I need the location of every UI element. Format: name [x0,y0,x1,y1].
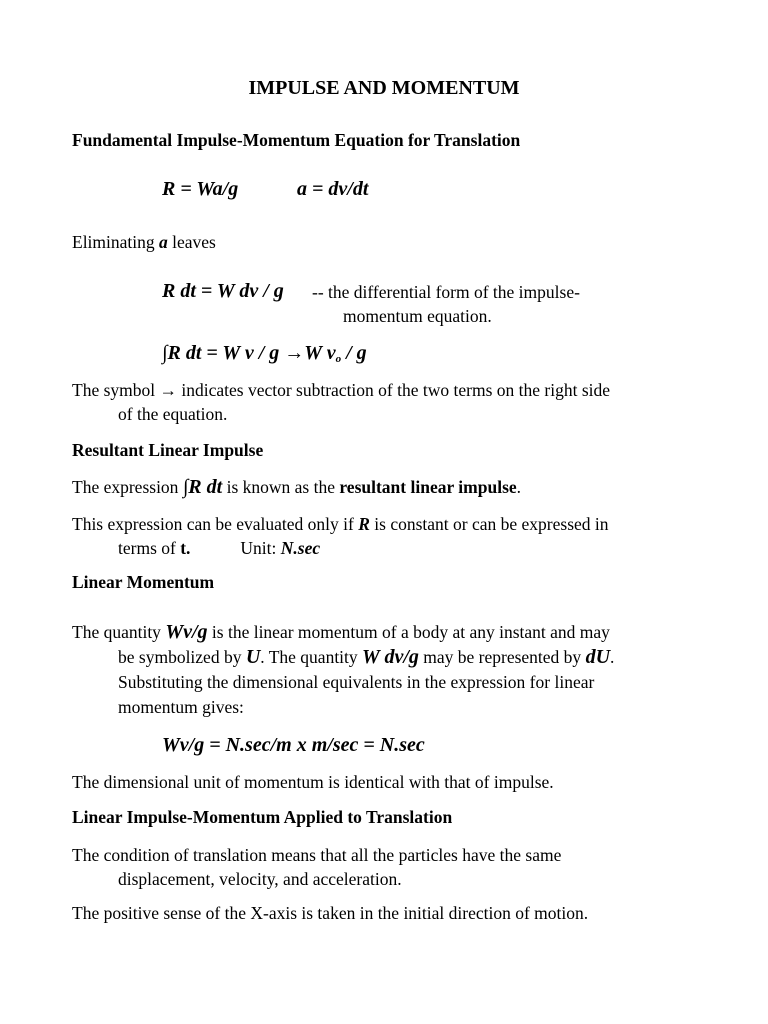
integral-sign: ∫ [162,342,168,364]
integral-lhs: R dt = W v / g [167,342,285,364]
evaluation-var-t: t. [180,538,191,558]
arrow-symbol: → [284,342,305,364]
momentum-line1 [72,620,614,645]
differential-equation: R dt = W dv / g [162,280,284,302]
momentum-line1-mid: is the linear momentum of a body at any instant and may [207,622,610,642]
expression-prefix: The expression [72,477,183,497]
expression-integral-sign: ∫ [182,476,189,498]
momentum-u: U [245,646,261,668]
evaluation-line2 [72,536,609,560]
momentum-line2-prefix: be symbolized by [118,647,246,667]
expression-bold-term: resultant linear impulse [339,477,517,497]
unit-label: Unit: [240,538,281,558]
equation-a-dv-dt: a = dv/dt [297,178,369,200]
expression-mid: is known as the [222,477,340,497]
momentum-line2-end: . [610,647,615,667]
integral-equation [162,340,367,366]
evaluation-line1-prefix: This expression can be evaluated only if [72,514,359,534]
evaluation-paragraph [72,512,609,560]
momentum-line1-prefix: The quantity [72,622,166,642]
symbol-paragraph [72,378,610,426]
unit-value: N.sec [280,538,321,558]
section-heading-linear-momentum: Linear Momentum [72,572,215,592]
dimensional-equation: Wv/g = N.sec/m x m/sec = N.sec [162,734,425,756]
axis-note: The positive sense of the X-axis is taken in the initial direction of motion. [72,903,589,923]
momentum-line2-mid2: may be represented by [418,647,586,667]
momentum-wvg: Wv/g [165,621,208,643]
eliminating-var: a [159,232,168,252]
translation-paragraph [72,843,561,891]
momentum-du: dU [585,646,611,668]
page-title: IMPULSE AND MOMENTUM [248,77,520,99]
section-heading-fundamental: Fundamental Impulse-Momentum Equation for Translation [72,130,521,150]
momentum-wdvg: W dv/g [362,646,419,668]
momentum-paragraph [72,620,614,720]
evaluation-line1-suffix: is constant or can be expressed in [369,514,609,534]
section-heading-translation: Linear Impulse-Momentum Applied to Translation [72,807,453,827]
symbol-line2: of the equation. [118,404,228,424]
translation-line2: displacement, velocity, and acceleration. [118,869,402,889]
differential-note-line1: -- the differential form of the impulse- [312,282,580,302]
symbol-line1: The symbol → indicates vector subtraction of the two terms on the right side [72,380,611,400]
momentum-line3: Substituting the dimensional equivalents in the expression for linear [118,672,595,692]
evaluation-line1 [72,512,609,536]
expression-end: . [516,477,522,497]
eliminating-prefix: Eliminating [72,232,160,252]
integral-rhs: W v [304,342,336,364]
eliminating-suffix: leaves [167,232,216,252]
expression-rdt: R dt [188,476,223,498]
differential-note-line2: momentum equation. [343,306,492,326]
momentum-line4: momentum gives: [118,697,244,717]
eliminating-line [72,231,216,254]
section-heading-resultant: Resultant Linear Impulse [72,440,264,460]
momentum-line2-mid: . The quantity [260,647,363,667]
equation-r-wa-g: R = Wa/g [162,178,239,200]
integral-end: / g [341,342,367,364]
momentum-line2 [72,645,614,670]
integral-subscript: o [335,353,342,365]
dimensional-note: The dimensional unit of momentum is identical with that of impulse. [72,772,554,792]
evaluation-var-r: R [358,514,370,534]
evaluation-line2-prefix: terms of [118,538,181,558]
expression-line [72,474,521,500]
translation-line1: The condition of translation means that all the particles have the same [72,845,562,865]
